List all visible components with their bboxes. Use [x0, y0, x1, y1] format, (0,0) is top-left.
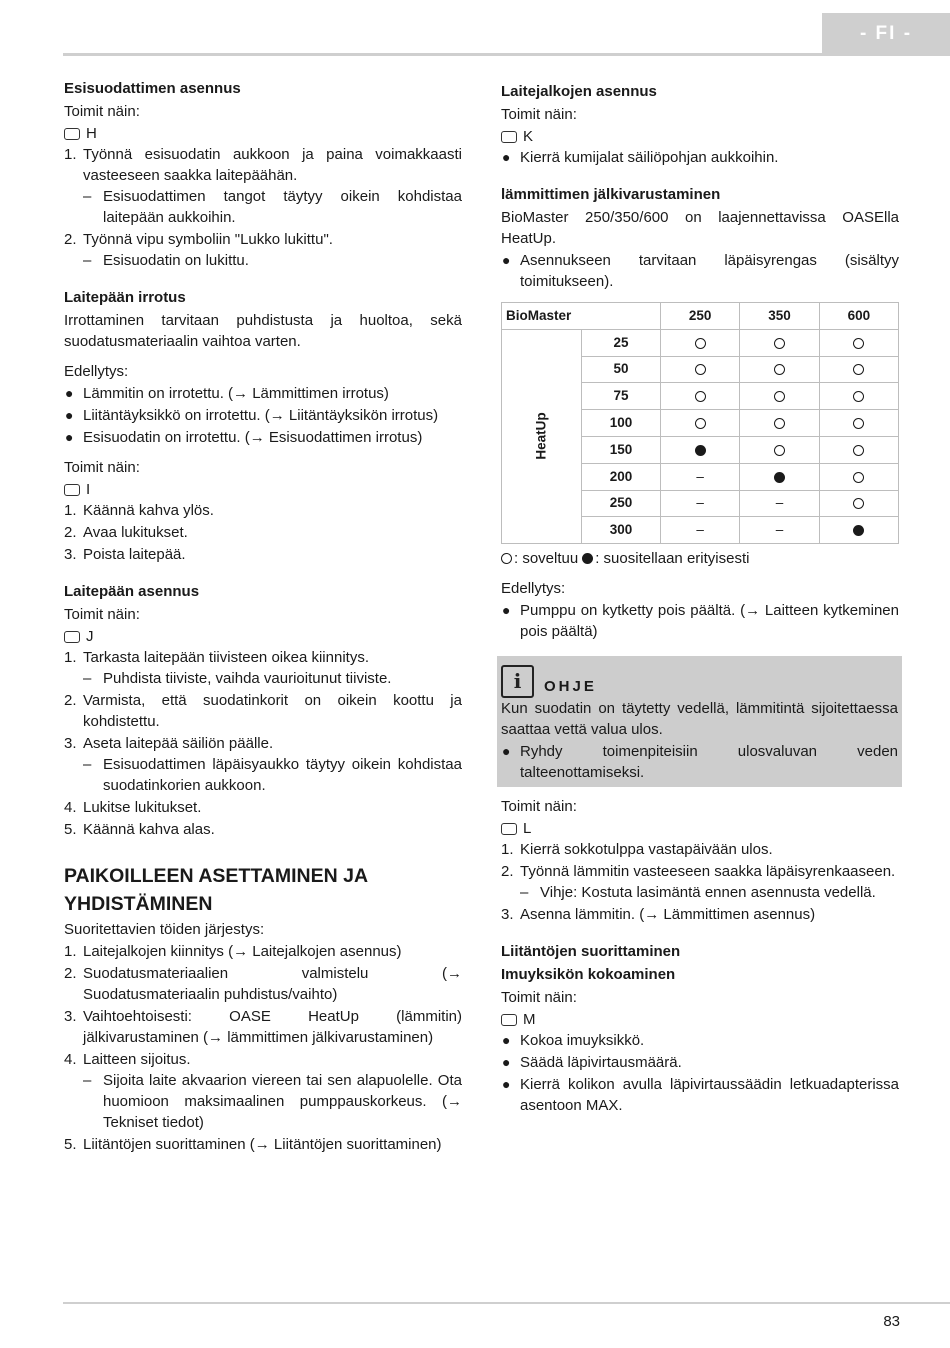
table-cell: – — [661, 517, 740, 544]
figure-reference — [64, 123, 462, 144]
table-cell — [819, 436, 898, 463]
step-item — [64, 500, 462, 521]
step-number: 2. — [64, 692, 77, 709]
step-item — [64, 690, 462, 732]
step-number: 2. — [64, 524, 77, 541]
prereq-label: Edellytys: — [64, 363, 129, 380]
note-header — [501, 662, 898, 698]
suitable-symbol-icon — [695, 391, 706, 402]
step-text: Aseta laitepää säiliön päälle. — [83, 735, 274, 752]
step-item — [64, 1006, 462, 1048]
sub-text: Esisuodattimen tangot täytyy oikein kohdistaa laitepään aukkoihin. — [103, 188, 462, 226]
section-placement-connection — [64, 862, 462, 1155]
list-item: ● Säädä läpivirtausmäärä. — [502, 1054, 682, 1072]
table-row — [502, 329, 899, 356]
item-text: Asennukseen tarvitaan läpäisyrengas (sisältyy toimitukseen). — [520, 252, 899, 290]
page-number: 83 — [883, 1313, 900, 1330]
figure-letter: L — [523, 820, 532, 838]
section-heater-steps — [501, 796, 899, 925]
row-group-cell — [502, 329, 582, 543]
step-text: Lukitse lukitukset. — [83, 799, 202, 816]
step-item — [64, 144, 462, 228]
step-number: 3. — [64, 1008, 77, 1025]
suitable-symbol-icon — [774, 445, 785, 456]
table-cell: – — [661, 463, 740, 490]
item-text: Liitäntäyksikkö on irrotettu. (→ Liitäntäyksikön irrotus) — [83, 407, 439, 424]
figure-reference — [501, 126, 899, 147]
howto-label: Toimit näin: — [501, 798, 577, 816]
step-item — [64, 963, 462, 1005]
table-cell — [740, 329, 819, 356]
table-cell — [740, 356, 819, 383]
item-text: Säädä läpivirtausmäärä. — [520, 1054, 682, 1072]
figure-reference — [64, 626, 462, 647]
suitable-symbol-icon — [853, 445, 864, 456]
sub-item: – Esisuodattimen tangot täytyy oikein kohdistaa laitepään aukkoihin. — [83, 188, 462, 226]
suitable-symbol-icon — [774, 391, 785, 402]
step-text: Varmista, että suodatinkorit on oikein koottu ja kohdistettu. — [83, 692, 462, 730]
section-feet-install — [501, 81, 899, 168]
section-title: lämmittimen jälkivarustaminen — [501, 186, 721, 203]
step-number: 2. — [64, 231, 77, 248]
suitable-symbol-icon — [774, 364, 785, 375]
sub-item: – Sijoita laite akvaarion viereen tai sen alapuolelle. Ota huomioon maksimaalinen pumppauskorkeus. (→ Tekniset tiedot) — [83, 1072, 462, 1131]
info-icon: i — [501, 665, 534, 698]
table-cell — [819, 517, 898, 544]
table-cell — [661, 356, 740, 383]
step-item — [64, 544, 462, 565]
row-label: 250 — [582, 490, 661, 517]
step-list — [64, 500, 462, 565]
step-number: 1. — [64, 146, 77, 163]
step-item — [501, 904, 899, 925]
figure-letter: H — [86, 125, 97, 142]
intro-text: BioMaster 250/350/600 on laajennettavissa OASElla HeatUp. — [501, 209, 899, 247]
suitable-symbol-icon — [774, 338, 785, 349]
sub-text: Esisuodattimen läpäisyaukko täytyy oikein kohdistaa suodatinkorien aukkoon. — [103, 756, 462, 794]
figure-letter: I — [86, 481, 91, 498]
prereq-list — [501, 600, 899, 642]
table-cell: – — [740, 517, 819, 544]
table-cell — [819, 463, 898, 490]
step-number: 5. — [64, 821, 77, 838]
recommended-symbol-icon — [853, 525, 864, 536]
step-list — [64, 647, 462, 840]
step-text: Avaa lukitukset. — [83, 524, 188, 541]
table-cell — [740, 436, 819, 463]
section-title: Laitepään asennus — [64, 583, 200, 600]
table-cell — [819, 356, 898, 383]
figure-icon — [64, 631, 80, 643]
list-item: ● Kierrä kumijalat säiliöpohjan aukkoihin. — [502, 149, 779, 166]
row-group-label: HeatUp — [533, 412, 549, 461]
section-title: Liitäntöjen suorittaminen — [501, 943, 681, 961]
intro-text: Suoritettavien töiden järjestys: — [64, 921, 265, 938]
column-header: 600 — [819, 303, 898, 330]
step-item — [64, 797, 462, 818]
sub-list — [83, 250, 462, 271]
step-text: Liitäntöjen suorittaminen (→ Liitäntöjen suorittaminen) — [83, 1136, 442, 1153]
table-cell — [661, 410, 740, 437]
section-head-install — [64, 581, 462, 840]
item-text: Pumppu on kytketty pois päältä. (→ Laitteen kytkeminen pois päältä) — [520, 602, 899, 641]
item-text: Kierrä kolikon avulla läpivirtaussäädin letkuadapterissa asentoon MAX. — [520, 1076, 899, 1115]
item-text: Esisuodatin on irrotettu. (→ Esisuodattimen irrotus) — [83, 429, 423, 446]
suitable-symbol-icon — [853, 364, 864, 375]
note-title: OHJE — [544, 678, 597, 696]
legend-text-suitable: : soveltuu — [514, 550, 579, 568]
figure-letter: K — [523, 128, 534, 145]
figure-icon — [64, 128, 80, 140]
sub-text: Vihje: Kostuta lasimäntä ennen asennusta vedellä. — [540, 884, 876, 902]
list-item: ● Liitäntäyksikkö on irrotettu. (→ Liitäntäyksikön irrotus) — [65, 407, 439, 424]
sub-text: Puhdista tiiviste, vaihda vaurioitunut tiiviste. — [103, 670, 392, 687]
suitable-symbol-icon — [501, 553, 512, 564]
chapter-title-line: PAIKOILLEEN ASETTAMINEN JA — [64, 865, 369, 887]
chapter-title-line: YHDISTÄMINEN — [64, 893, 213, 915]
step-number: 2. — [64, 965, 77, 982]
step-text: Poista laitepää. — [83, 546, 186, 563]
recommended-symbol-icon — [774, 472, 785, 483]
right-column — [501, 81, 899, 1117]
row-label: 150 — [582, 436, 661, 463]
section-prefilter-install — [64, 78, 462, 271]
row-label: 25 — [582, 329, 661, 356]
table-cell — [740, 463, 819, 490]
step-item — [501, 839, 899, 860]
step-text: Laitejalkojen kiinnitys (→ Laitejalkojen asennus) — [83, 943, 402, 960]
step-text: Käännä kahva alas. — [83, 821, 215, 838]
table-cell: – — [740, 490, 819, 517]
step-text: Kierrä sokkotulppa vastapäivään ulos. — [520, 841, 773, 859]
row-label: 100 — [582, 410, 661, 437]
column-header: 350 — [740, 303, 819, 330]
step-number: 4. — [64, 1051, 77, 1068]
item-text: Ryhdy toimenpiteisiin ulosvaluvan veden talteenottamiseksi. — [520, 743, 898, 782]
table-corner: BioMaster — [502, 303, 661, 330]
recommended-symbol-icon — [582, 553, 593, 564]
sub-list — [83, 1070, 462, 1133]
intro-text: Irrottaminen tarvitaan puhdistusta ja huoltoa, sekä suodatusmateriaalin vaihtoa varten. — [64, 312, 462, 350]
howto-label: Toimit näin: — [64, 103, 140, 120]
figure-reference — [501, 818, 899, 839]
figure-icon — [64, 484, 80, 496]
list-item: ● Pumppu on kytketty pois päältä. (→ Laitteen kytkeminen pois päältä) — [502, 602, 899, 641]
section-connections — [501, 941, 899, 1116]
row-label: 200 — [582, 463, 661, 490]
list-item: ● Asennukseen tarvitaan läpäisyrengas (sisältyy toimitukseen). — [502, 252, 899, 290]
step-number: 4. — [64, 799, 77, 816]
step-text: Tarkasta laitepään tiivisteen oikea kiinnitys. — [83, 649, 369, 666]
table-cell — [661, 436, 740, 463]
sub-text: Sijoita laite akvaarion viereen tai sen alapuolelle. Ota huomioon maksimaalinen pumppauskorkeus. (→ Tekniset tiedot) — [103, 1072, 462, 1131]
section-heater-retrofit — [501, 184, 899, 642]
step-item — [501, 861, 899, 903]
item-text: Kokoa imuyksikkö. — [520, 1032, 645, 1050]
step-text: Asenna lämmitin. (→ Lämmittimen asennus) — [520, 906, 816, 924]
step-number: 1. — [501, 841, 514, 859]
sub-text: Esisuodatin on lukittu. — [103, 252, 249, 269]
row-label: 50 — [582, 356, 661, 383]
step-number: 1. — [64, 943, 77, 960]
step-text: Työnnä lämmitin vasteeseen saakka läpäisyrenkaaseen. — [520, 863, 896, 881]
suitable-symbol-icon — [774, 418, 785, 429]
figure-letter: J — [86, 628, 94, 645]
sub-list — [83, 186, 462, 228]
section-subtitle: Imuyksikön kokoaminen — [501, 966, 676, 984]
item-text: Kierrä kumijalat säiliöpohjan aukkoihin. — [520, 149, 779, 166]
figure-icon — [501, 823, 517, 835]
bottom-divider — [63, 1302, 950, 1304]
step-item — [64, 647, 462, 689]
step-text: Laitteen sijoitus. — [83, 1051, 191, 1068]
table-header-row — [502, 303, 899, 330]
list-item: ● Esisuodatin on irrotettu. (→ Esisuodattimen irrotus) — [65, 429, 423, 446]
step-item — [64, 1134, 462, 1155]
sub-item: – Esisuodattimen läpäisyaukko täytyy oikein kohdistaa suodatinkorien aukkoon. — [83, 756, 462, 794]
howto-label: Toimit näin: — [64, 606, 140, 623]
heatup-compat-table — [501, 302, 899, 544]
suitable-symbol-icon — [695, 418, 706, 429]
prereq-list — [64, 383, 462, 448]
top-divider — [63, 53, 950, 56]
step-item — [64, 522, 462, 543]
figure-letter: M — [523, 1011, 536, 1029]
table-cell — [661, 329, 740, 356]
note-box — [497, 656, 902, 787]
recommended-symbol-icon — [695, 445, 706, 456]
section-title: Laitejalkojen asennus — [501, 83, 657, 100]
prereq-label: Edellytys: — [501, 580, 566, 598]
step-text: Suodatusmateriaalien valmistelu (→ Suodatusmateriaalin puhdistus/vaihto) — [83, 965, 462, 1003]
suitable-symbol-icon — [853, 391, 864, 402]
step-number: 3. — [64, 546, 77, 563]
suitable-symbol-icon — [695, 338, 706, 349]
left-column — [64, 78, 462, 1156]
sub-item: – Vihje: Kostuta lasimäntä ennen asennusta vedellä. — [520, 884, 876, 902]
suitable-symbol-icon — [695, 364, 706, 375]
sub-item: – Esisuodatin on lukittu. — [83, 252, 249, 269]
howto-label: Toimit näin: — [501, 989, 577, 1007]
bullet-list — [501, 1030, 899, 1116]
row-label: 300 — [582, 517, 661, 544]
step-number: 5. — [64, 1136, 77, 1153]
step-list — [64, 144, 462, 271]
howto-label: Toimit näin: — [501, 106, 577, 123]
figure-reference — [64, 479, 462, 500]
section-head-removal — [64, 287, 462, 565]
step-item — [64, 819, 462, 840]
list-item: ● Ryhdy toimenpiteisiin ulosvaluvan veden talteenottamiseksi. — [502, 743, 898, 782]
list-item: ● Kierrä kolikon avulla läpivirtaussäädin letkuadapterissa asentoon MAX. — [502, 1076, 899, 1115]
table-cell: – — [661, 490, 740, 517]
suitable-symbol-icon — [853, 418, 864, 429]
note-text: Kun suodatin on täytetty vedellä, lämmitintä sijoitettaessa saattaa vettä valua ulos. — [501, 700, 898, 739]
table-cell — [819, 383, 898, 410]
step-list — [501, 839, 899, 925]
howto-label: Toimit näin: — [64, 459, 140, 476]
step-number: 3. — [501, 906, 514, 924]
step-list — [64, 941, 462, 1155]
bullet-list — [501, 147, 899, 168]
row-label: 75 — [582, 383, 661, 410]
sub-list — [83, 668, 462, 689]
step-text: Työnnä vipu symboliin "Lukko lukittu". — [83, 231, 333, 248]
table-cell — [740, 383, 819, 410]
legend-text-recommended: : suositellaan erityisesti — [595, 550, 750, 568]
step-item — [64, 733, 462, 796]
step-number: 3. — [64, 735, 77, 752]
figure-icon — [501, 1014, 517, 1026]
section-title: Esisuodattimen asennus — [64, 80, 241, 97]
figure-icon — [501, 131, 517, 143]
item-text: Lämmitin on irrotettu. (→ Lämmittimen irrotus) — [83, 385, 389, 402]
table-cell — [819, 329, 898, 356]
step-item — [64, 941, 462, 962]
bullet-list — [501, 250, 899, 292]
list-item: ● Kokoa imuyksikkö. — [502, 1032, 645, 1050]
step-item — [64, 229, 462, 271]
table-cell — [740, 410, 819, 437]
step-text: Käännä kahva ylös. — [83, 502, 214, 519]
step-text: Vaihtoehtoisesti: OASE HeatUp (lämmitin) jälkivarustaminen (→ lämmittimen jälkivarustaminen) — [83, 1008, 462, 1046]
sub-item: – Puhdista tiiviste, vaihda vaurioitunut tiiviste. — [83, 670, 392, 687]
step-text: Työnnä esisuodatin aukkoon ja paina voimakkaasti vasteeseen saakka laitepäähän. — [83, 146, 462, 184]
step-number: 1. — [64, 649, 77, 666]
list-item: ● Lämmitin on irrotettu. (→ Lämmittimen irrotus) — [65, 385, 389, 402]
table-cell — [819, 490, 898, 517]
step-item — [64, 1049, 462, 1133]
figure-reference — [501, 1009, 899, 1030]
note-bullets — [501, 741, 898, 783]
step-number: 2. — [501, 863, 514, 881]
suitable-symbol-icon — [853, 472, 864, 483]
sub-list — [83, 754, 462, 796]
column-header: 250 — [661, 303, 740, 330]
table-cell — [819, 410, 898, 437]
table-cell — [661, 383, 740, 410]
section-title: Laitepään irrotus — [64, 289, 186, 306]
language-tab: - FI - — [822, 13, 950, 54]
sub-list — [520, 882, 899, 903]
chapter-title — [64, 862, 462, 918]
suitable-symbol-icon — [853, 498, 864, 509]
step-number: 1. — [64, 502, 77, 519]
suitable-symbol-icon — [853, 338, 864, 349]
table-legend — [501, 548, 899, 569]
